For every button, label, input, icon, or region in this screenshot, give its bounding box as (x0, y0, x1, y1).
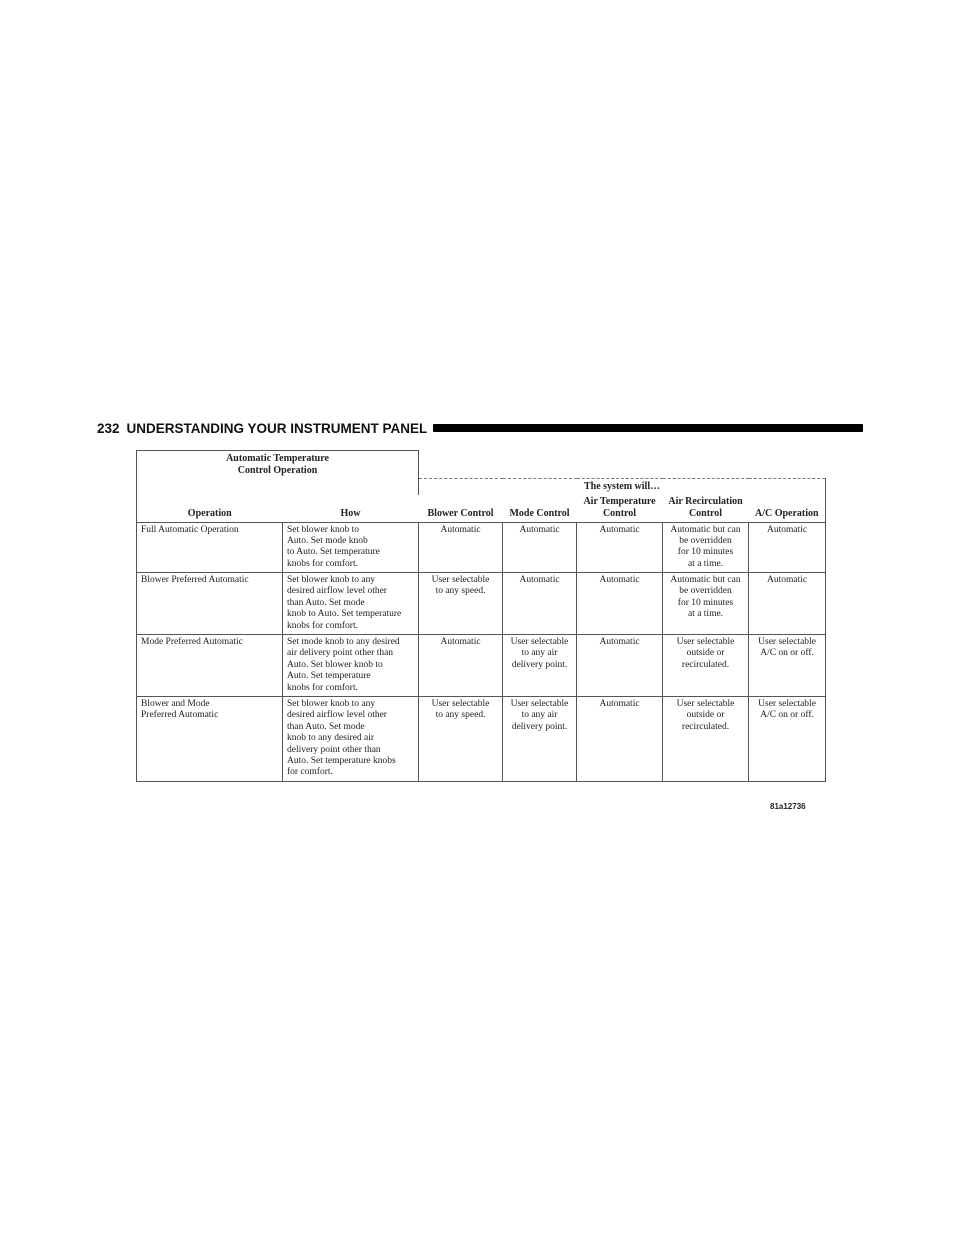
table-cell: Automatic (577, 522, 663, 573)
table-cell: Set blower knob to any desired airflow level other than Auto. Set mode knob to Auto. Set temperature knobs for comfort. (283, 573, 419, 635)
table-row (137, 635, 826, 697)
column-header: Mode Control (503, 495, 577, 523)
title-row (137, 451, 826, 479)
group-header: The system will… (419, 478, 826, 495)
page-header (97, 418, 863, 438)
table-cell: User selectable A/C on or off. (749, 696, 826, 781)
table-cell: Blower Preferred Automatic (137, 573, 283, 635)
table-cell: Automatic but can be overridden for 10 minutes at a time. (663, 522, 749, 573)
table-cell: Automatic (419, 522, 503, 573)
header-rule (433, 424, 863, 432)
group-spacer (137, 478, 419, 495)
column-header: Operation (137, 495, 283, 523)
table-cell: Set mode knob to any desired air delivery point other than Auto. Set blower knob to Auto. Set temperature knobs for comfort. (283, 635, 419, 697)
table-cell: Automatic (419, 635, 503, 697)
table-body (137, 522, 826, 781)
table-title: Automatic Temperature Control Operation (137, 451, 419, 479)
table-cell: Automatic (503, 573, 577, 635)
table-cell: Automatic (749, 522, 826, 573)
column-header-row (137, 495, 826, 523)
table-cell: Full Automatic Operation (137, 522, 283, 573)
table-cell: Automatic (577, 573, 663, 635)
table-cell: User selectable to any air delivery point. (503, 635, 577, 697)
table-cell: Set blower knob to Auto. Set mode knob to Auto. Set temperature knobs for comfort. (283, 522, 419, 573)
table-cell: Automatic (577, 696, 663, 781)
operation-table (136, 450, 826, 782)
table-header (137, 451, 826, 523)
title-spacer (419, 451, 826, 479)
table-cell: User selectable to any speed. (419, 696, 503, 781)
column-header: A/C Operation (749, 495, 826, 523)
table-cell: User selectable to any speed. (419, 573, 503, 635)
table-cell: Blower and Mode Preferred Automatic (137, 696, 283, 781)
table-cell: Automatic (749, 573, 826, 635)
table-cell: Automatic (503, 522, 577, 573)
table-row (137, 522, 826, 573)
column-header: Air Temperature Control (577, 495, 663, 523)
table-cell: Mode Preferred Automatic (137, 635, 283, 697)
image-id: 81a12736 (770, 802, 806, 811)
page-number: 232 (97, 420, 120, 436)
table-cell: User selectable outside or recirculated. (663, 696, 749, 781)
table-cell: User selectable outside or recirculated. (663, 635, 749, 697)
table-row (137, 573, 826, 635)
group-row (137, 478, 826, 495)
section-title: UNDERSTANDING YOUR INSTRUMENT PANEL (126, 420, 428, 436)
column-header: Air Recirculation Control (663, 495, 749, 523)
table-cell: Set blower knob to any desired airflow level other than Auto. Set mode knob to any desired air delivery point other than Auto. Set temperature knobs for comfort. (283, 696, 419, 781)
column-header: Blower Control (419, 495, 503, 523)
climate-control-table (136, 450, 825, 782)
column-header: How (283, 495, 419, 523)
table-cell: User selectable A/C on or off. (749, 635, 826, 697)
table-cell: Automatic but can be overridden for 10 minutes at a time. (663, 573, 749, 635)
table-cell: User selectable to any air delivery point. (503, 696, 577, 781)
table-cell: Automatic (577, 635, 663, 697)
table-row (137, 696, 826, 781)
